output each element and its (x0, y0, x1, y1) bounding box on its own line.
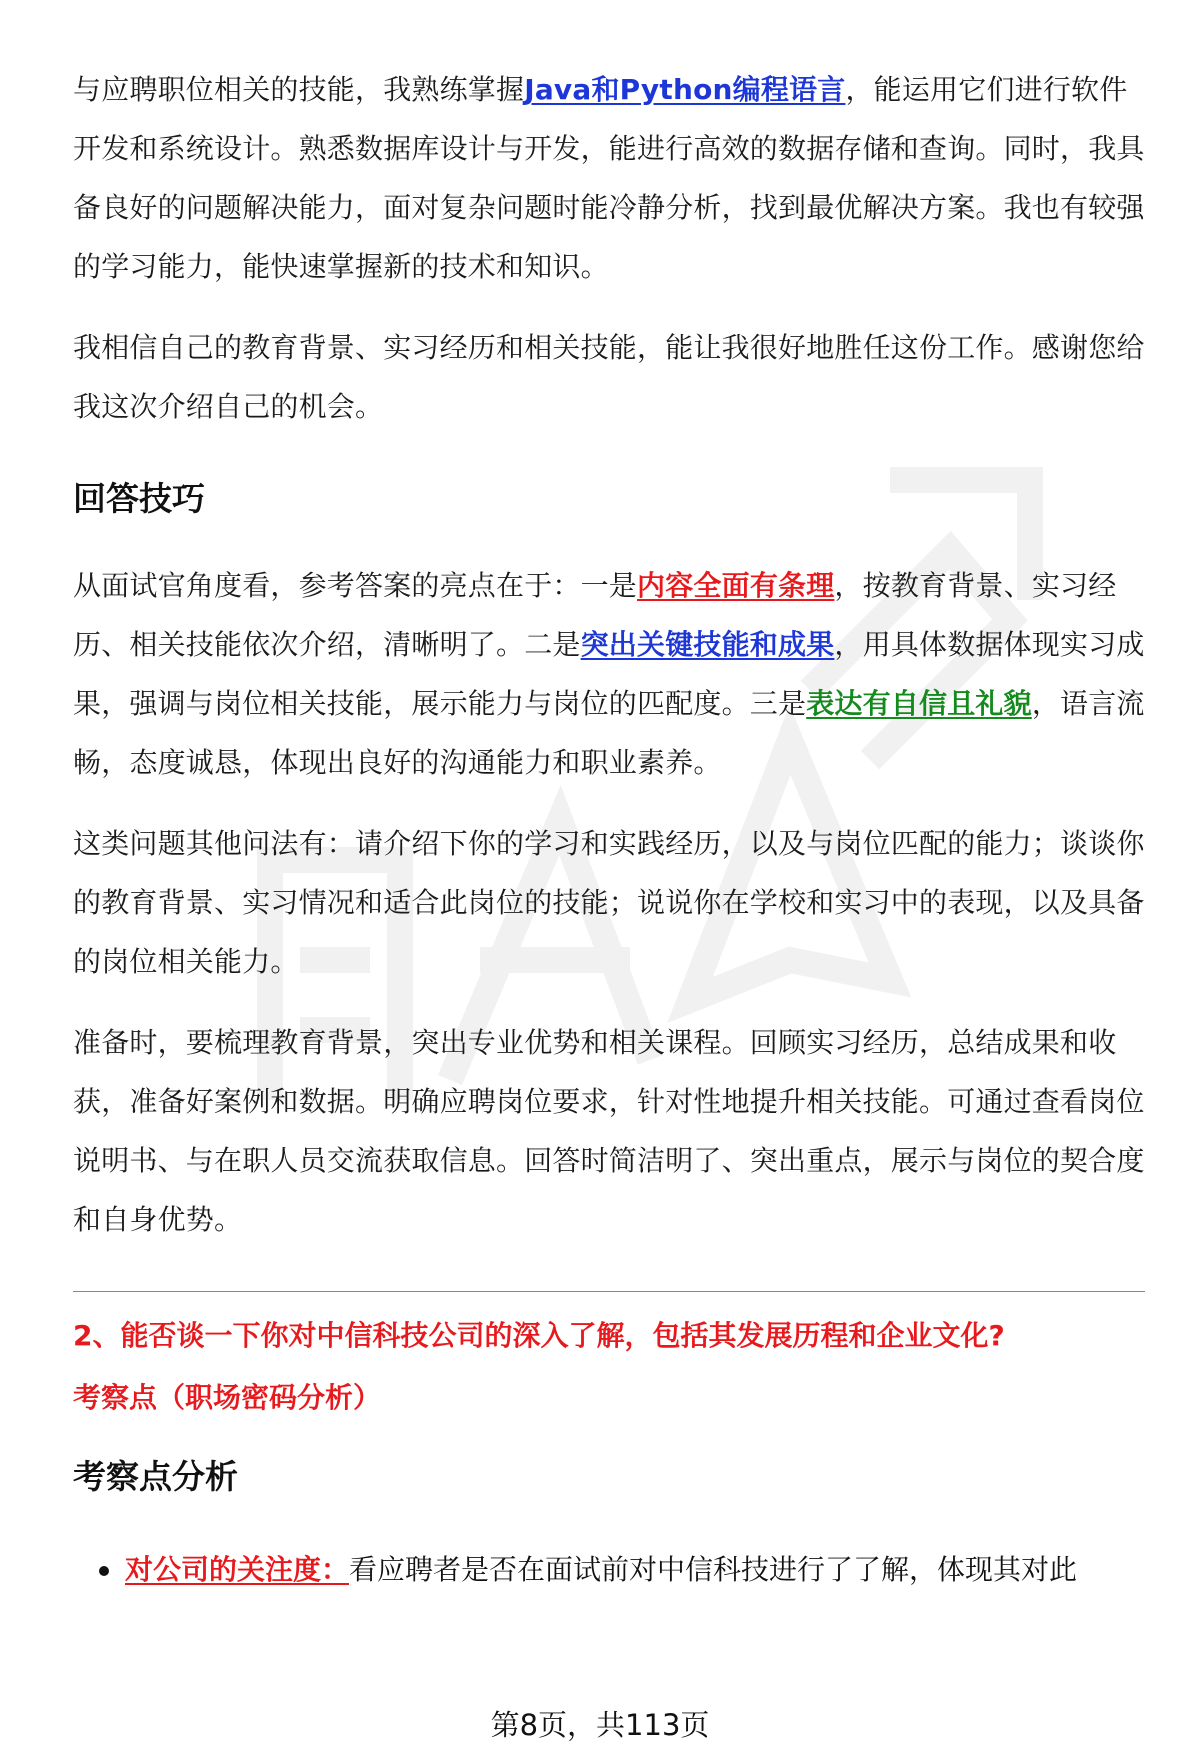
highlight-confident-polite: 表达有自信且礼貌 (806, 687, 1032, 720)
heading-analysis: 考察点分析 (73, 1457, 238, 1496)
question-2-subtitle: 考察点（职场密码分析） (73, 1381, 382, 1414)
paragraph-alt-questions: 这类问题其他问法有：请介绍下你的学习和实践经历，以及与岗位匹配的能力；谈谈你的教育背景、实习情况和适合此岗位的技能；说说你在学校和实习中的表现，以及具备的岗位相关能力。 (73, 827, 1145, 978)
paragraph-closing: 我相信自己的教育背景、实习经历和相关技能，能让我很好地胜任这份工作。感谢您给我这次介绍自己的机会。 (73, 331, 1145, 423)
paragraph-preparation: 准备时，要梳理教育背景，突出专业优势和相关课程。回顾实习经历，总结成果和收获，准备好案例和数据。明确应聘岗位要求，针对性地提升相关技能。可通过查看岗位说明书、与在职人员交流获取信息。回答时简洁明了、突出重点，展示与岗位的契合度和自身优势。 (73, 1026, 1145, 1236)
text-span: 与应聘职位相关的技能，我熟练掌握 (73, 73, 525, 106)
analysis-bullet-list (73, 1540, 1145, 1599)
document-page (73, 60, 1145, 1599)
highlight-key-skills: 突出关键技能和成果 (580, 628, 835, 661)
text-span: ，能运用它们进行软件开发和系统设计。熟悉数据库设计与开发，能进行高效的数据存储和查询。同时，我具备良好的问题解决能力，面对复杂问题时能冷静分析，找到最优解决方案。我也有较强的学习能力，能快速掌握新的技术和知识。 (73, 73, 1145, 283)
highlight-comprehensive: 内容全面有条理 (637, 569, 835, 602)
page-footer: 第8页，共113页 (490, 1708, 710, 1742)
text-span: 从面试官角度看，参考答案的亮点在于：一是 (73, 569, 638, 602)
heading-answer-tips: 回答技巧 (73, 479, 205, 518)
highlight-java-python: Java和Python编程语言 (524, 73, 846, 106)
section-divider (73, 1291, 1145, 1292)
paragraph-skills (73, 60, 1145, 296)
bullet-text: 看应聘者是否在面试前对中信科技进行了了解，体现其对此 (349, 1553, 1078, 1586)
bullet-dot-icon (99, 1566, 109, 1576)
text-span: ，用具体数据体现实习成果，强调与岗位相关技能，展示能力与岗位的匹配度。三是 (73, 628, 1145, 720)
text-span: ，语言流畅，态度诚恳，体现出良好的沟通能力和职业素养。 (73, 687, 1145, 779)
paragraph-tips-highlights (73, 556, 1145, 792)
bullet-label: 对公司的关注度： (125, 1553, 350, 1586)
question-2-title: 2、能否谈一下你对中信科技公司的深入了解，包括其发展历程和企业文化? (73, 1319, 1005, 1352)
list-item (73, 1540, 1145, 1599)
text-span: ，按教育背景、实习经历、相关技能依次介绍，清晰明了。二是 (73, 569, 1117, 661)
